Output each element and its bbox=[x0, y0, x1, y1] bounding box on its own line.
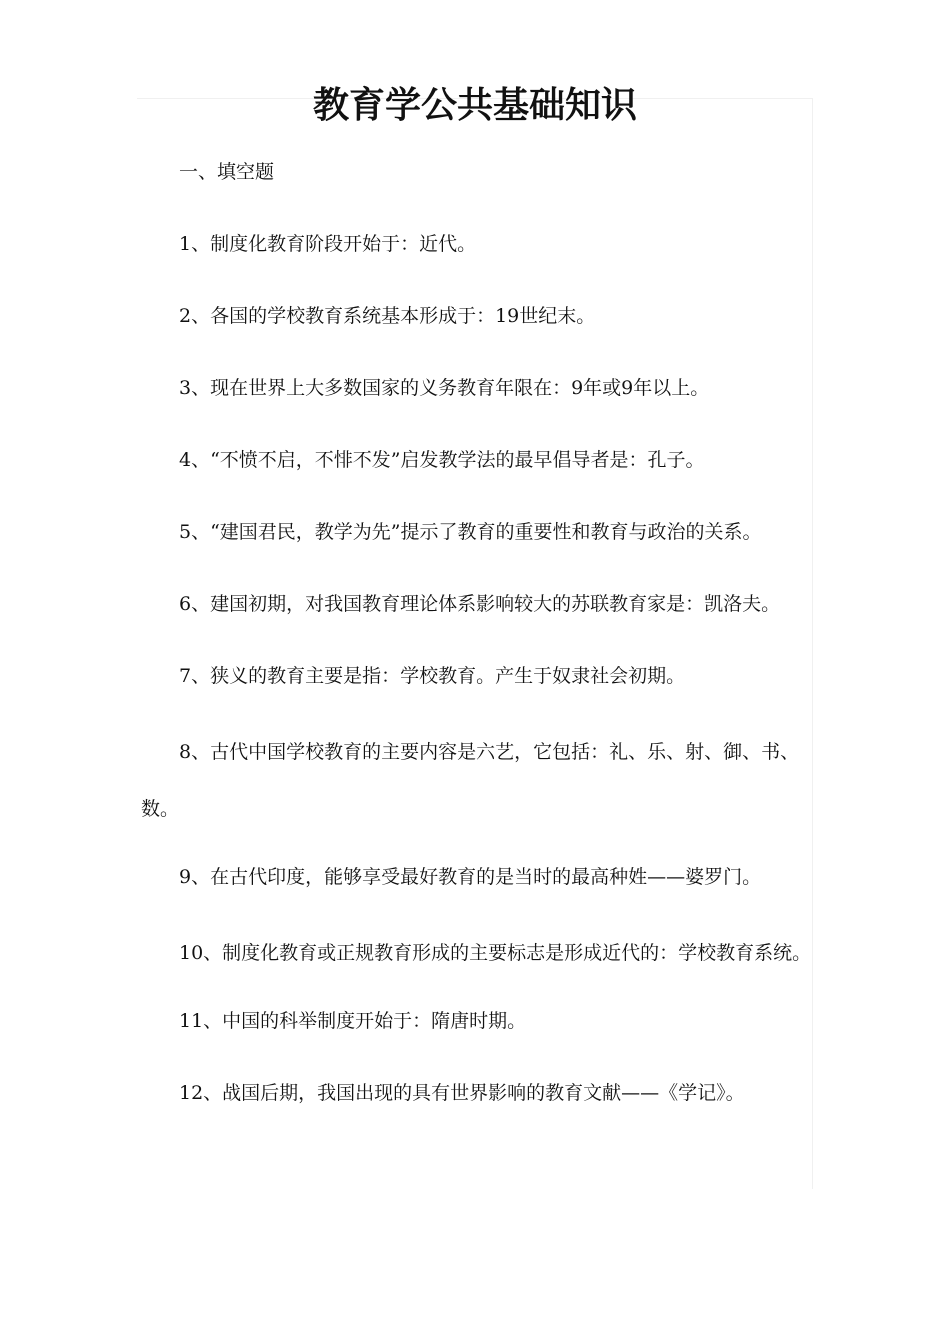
list-item: 2、各国的学校教育系统基本形成于：19世纪末。 bbox=[179, 305, 596, 327]
list-item: 8、古代中国学校教育的主要内容是六艺，它包括：礼、乐、射、御、书、数。 bbox=[141, 741, 800, 820]
list-item: 5、“建国君民，教学为先”提示了教育的重要性和教育与政治的关系。 bbox=[179, 521, 762, 543]
section-heading: 一、填空题 bbox=[179, 161, 275, 183]
list-item: 11、中国的科举制度开始于：隋唐时期。 bbox=[179, 1010, 527, 1032]
document-title: 教育学公共基础知识 bbox=[312, 85, 637, 126]
list-item: 1、制度化教育阶段开始于：近代。 bbox=[179, 233, 477, 255]
list-item: 10、制度化教育或正规教育形成的主要标志是形成近代的：学校教育系统。 bbox=[179, 942, 812, 964]
list-item: 7、狭义的教育主要是指：学校教育。产生于奴隶社会初期。 bbox=[179, 665, 686, 687]
list-item: 3、现在世界上大多数国家的义务教育年限在：9年或9年以上。 bbox=[179, 377, 710, 399]
list-item: 9、在古代印度，能够享受最好教育的是当时的最高种姓——婆罗门。 bbox=[179, 866, 762, 888]
list-item: 6、建国初期，对我国教育理论体系影响较大的苏联教育家是：凯洛夫。 bbox=[179, 593, 781, 615]
list-item: 4、“不愤不启，不悱不发”启发教学法的最早倡导者是：孔子。 bbox=[179, 449, 705, 471]
list-item: 12、战国后期，我国出现的具有世界影响的教育文献——《学记》。 bbox=[179, 1082, 745, 1104]
document-body bbox=[141, 148, 821, 1141]
